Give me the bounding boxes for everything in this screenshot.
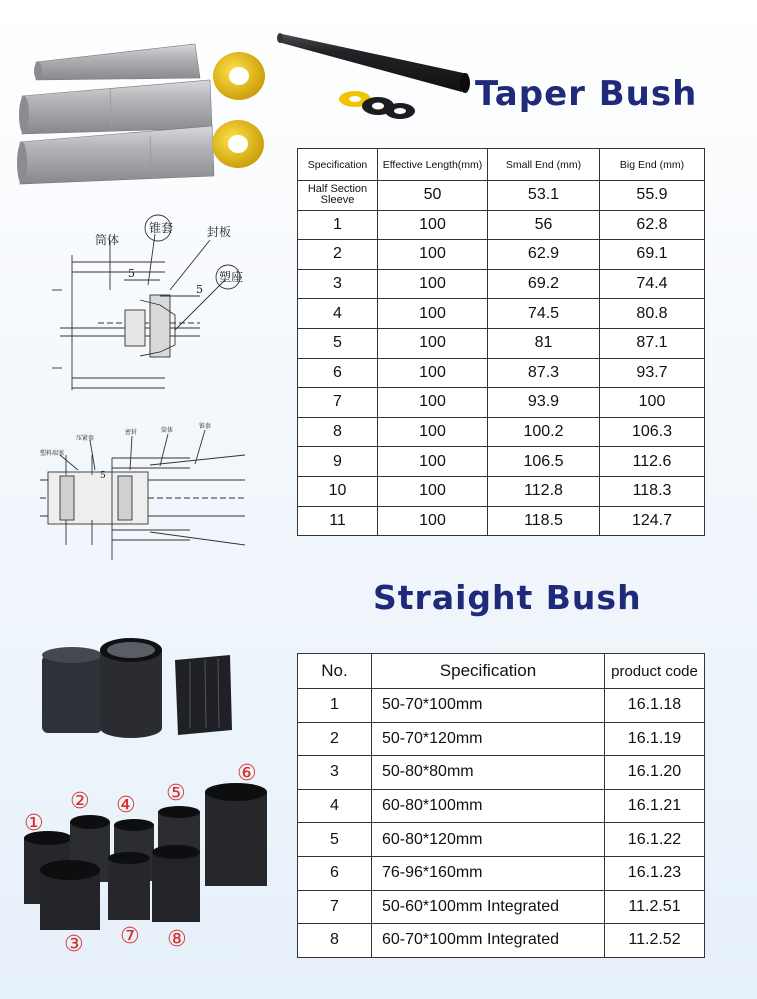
taper-header-small-end: Small End (mm) <box>488 149 600 181</box>
straight-no-cell: 3 <box>298 756 372 790</box>
taper-length-cell: 100 <box>378 506 488 536</box>
straight-header-no: No. <box>298 654 372 689</box>
drawing2-dim-1: 5 <box>100 471 106 481</box>
drawing1-dim-2: 5 <box>196 283 203 296</box>
taper-spec-cell: 8 <box>298 417 378 447</box>
table-row <box>298 328 705 358</box>
straight-no-cell: 6 <box>298 856 372 890</box>
taper-big-end-cell: 55.9 <box>600 181 705 211</box>
table-row <box>298 269 705 299</box>
taper-big-end-cell: 106.3 <box>600 417 705 447</box>
taper-big-end-cell: 87.1 <box>600 328 705 358</box>
taper-length-cell: 100 <box>378 358 488 388</box>
straight-bush-title: Straight Bush <box>373 578 642 617</box>
table-row <box>298 181 705 211</box>
straight-spec-cell: 50-70*100mm <box>372 689 605 723</box>
straight-header-product-code: product code <box>605 654 705 689</box>
drawing2-label-4: 筒体 <box>161 427 174 434</box>
drawing2-label-5: 锥套 <box>199 423 212 430</box>
table-row <box>298 240 705 270</box>
table-row <box>298 722 705 756</box>
table-row <box>298 506 705 536</box>
drawing2-label-2: 压紧套 <box>76 435 95 442</box>
straight-no-cell: 4 <box>298 789 372 823</box>
black-taper-bush-photo <box>277 33 470 93</box>
marker-8: ⑧ <box>167 927 187 952</box>
table-row <box>298 210 705 240</box>
taper-big-end-cell: 93.7 <box>600 358 705 388</box>
straight-no-cell: 1 <box>298 689 372 723</box>
straight-spec-cell: 50-60*100mm Integrated <box>372 890 605 924</box>
table-row <box>298 890 705 924</box>
straight-code-cell: 16.1.19 <box>605 722 705 756</box>
straight-no-cell: 2 <box>298 722 372 756</box>
straight-code-cell: 16.1.20 <box>605 756 705 790</box>
taper-table-header-row <box>298 149 705 181</box>
straight-spec-cell: 60-80*120mm <box>372 823 605 857</box>
taper-big-end-cell: 112.6 <box>600 447 705 477</box>
washers-photo <box>339 91 415 119</box>
gold-ring-photo <box>212 52 265 168</box>
taper-length-cell: 100 <box>378 388 488 418</box>
drawing1-label-3: 封板 <box>207 225 232 239</box>
drawing1-label-2: 锥套 <box>149 221 174 235</box>
taper-big-end-cell: 100 <box>600 388 705 418</box>
table-row <box>298 823 705 857</box>
taper-big-end-cell: 80.8 <box>600 299 705 329</box>
taper-spec-cell: 6 <box>298 358 378 388</box>
table-row <box>298 789 705 823</box>
taper-small-end-cell: 118.5 <box>488 506 600 536</box>
table-row <box>298 689 705 723</box>
straight-bush-table <box>297 653 705 958</box>
taper-small-end-cell: 74.5 <box>488 299 600 329</box>
taper-header-big-end: Big End (mm) <box>600 149 705 181</box>
technical-drawing-1 <box>52 215 240 390</box>
taper-length-cell: 100 <box>378 447 488 477</box>
straight-code-cell: 16.1.18 <box>605 689 705 723</box>
drawing2-label-1: 塑料端塞 <box>40 450 65 457</box>
table-row <box>298 447 705 477</box>
taper-header-specification: Specification <box>298 149 378 181</box>
taper-spec-cell: 5 <box>298 328 378 358</box>
marker-7: ⑦ <box>120 924 140 949</box>
table-row <box>298 924 705 958</box>
drawing1-label-4: 塑座 <box>219 270 244 284</box>
table-row <box>298 856 705 890</box>
taper-length-cell: 100 <box>378 240 488 270</box>
table-row <box>298 299 705 329</box>
marker-1: ① <box>24 811 44 836</box>
taper-spec-cell: 2 <box>298 240 378 270</box>
straight-spec-cell: 76-96*160mm <box>372 856 605 890</box>
straight-code-cell: 11.2.52 <box>605 924 705 958</box>
table-row <box>298 358 705 388</box>
drawing1-dim-1: 5 <box>128 267 135 280</box>
taper-spec-cell: 9 <box>298 447 378 477</box>
taper-spec-cell: 10 <box>298 476 378 506</box>
taper-small-end-cell: 93.9 <box>488 388 600 418</box>
marker-2: ② <box>70 789 90 814</box>
taper-big-end-cell: 74.4 <box>600 269 705 299</box>
taper-spec-cell: 11 <box>298 506 378 536</box>
taper-big-end-cell: 118.3 <box>600 476 705 506</box>
straight-no-cell: 8 <box>298 924 372 958</box>
taper-small-end-cell: 53.1 <box>488 181 600 211</box>
marker-3: ③ <box>64 932 84 957</box>
straight-header-specification: Specification <box>372 654 605 689</box>
taper-small-end-cell: 100.2 <box>488 417 600 447</box>
taper-length-cell: 50 <box>378 181 488 211</box>
taper-spec-cell: 1 <box>298 210 378 240</box>
straight-table-header-row <box>298 654 705 689</box>
taper-spec-cell: 7 <box>298 388 378 418</box>
taper-small-end-cell: 69.2 <box>488 269 600 299</box>
taper-length-cell: 100 <box>378 269 488 299</box>
taper-length-cell: 100 <box>378 328 488 358</box>
straight-code-cell: 11.2.51 <box>605 890 705 924</box>
straight-spec-cell: 60-80*100mm <box>372 789 605 823</box>
taper-big-end-cell: 124.7 <box>600 506 705 536</box>
taper-spec-cell: 4 <box>298 299 378 329</box>
table-row <box>298 388 705 418</box>
straight-no-cell: 5 <box>298 823 372 857</box>
technical-drawing-2 <box>40 430 245 560</box>
taper-length-cell: 100 <box>378 210 488 240</box>
taper-length-cell: 100 <box>378 417 488 447</box>
drawing1-label-1: 筒体 <box>95 233 120 247</box>
table-row <box>298 417 705 447</box>
taper-bush-title: Taper Bush <box>475 74 698 114</box>
taper-small-end-cell: 62.9 <box>488 240 600 270</box>
taper-small-end-cell: 87.3 <box>488 358 600 388</box>
gray-taper-bush-photo <box>17 44 214 184</box>
taper-length-cell: 100 <box>378 476 488 506</box>
taper-header-length: Effective Length(mm) <box>378 149 488 181</box>
drawing2-label-3: 密封 <box>125 429 138 436</box>
table-row <box>298 756 705 790</box>
taper-bush-table <box>297 148 705 536</box>
straight-no-cell: 7 <box>298 890 372 924</box>
taper-small-end-cell: 106.5 <box>488 447 600 477</box>
taper-small-end-cell: 81 <box>488 328 600 358</box>
taper-length-cell: 100 <box>378 299 488 329</box>
straight-spec-cell: 50-70*120mm <box>372 722 605 756</box>
table-row <box>298 476 705 506</box>
taper-spec-cell: Half Section Sleeve <box>298 181 378 211</box>
marker-4: ④ <box>116 793 136 818</box>
marker-5: ⑤ <box>166 781 186 806</box>
taper-big-end-cell: 62.8 <box>600 210 705 240</box>
taper-small-end-cell: 112.8 <box>488 476 600 506</box>
taper-big-end-cell: 69.1 <box>600 240 705 270</box>
marker-6: ⑥ <box>237 761 257 786</box>
taper-spec-cell: 3 <box>298 269 378 299</box>
straight-bush-photo <box>42 638 232 738</box>
numbered-straight-bushes-photo <box>24 783 267 930</box>
straight-code-cell: 16.1.21 <box>605 789 705 823</box>
straight-spec-cell: 50-80*80mm <box>372 756 605 790</box>
straight-code-cell: 16.1.23 <box>605 856 705 890</box>
taper-small-end-cell: 56 <box>488 210 600 240</box>
straight-code-cell: 16.1.22 <box>605 823 705 857</box>
straight-spec-cell: 60-70*100mm Integrated <box>372 924 605 958</box>
